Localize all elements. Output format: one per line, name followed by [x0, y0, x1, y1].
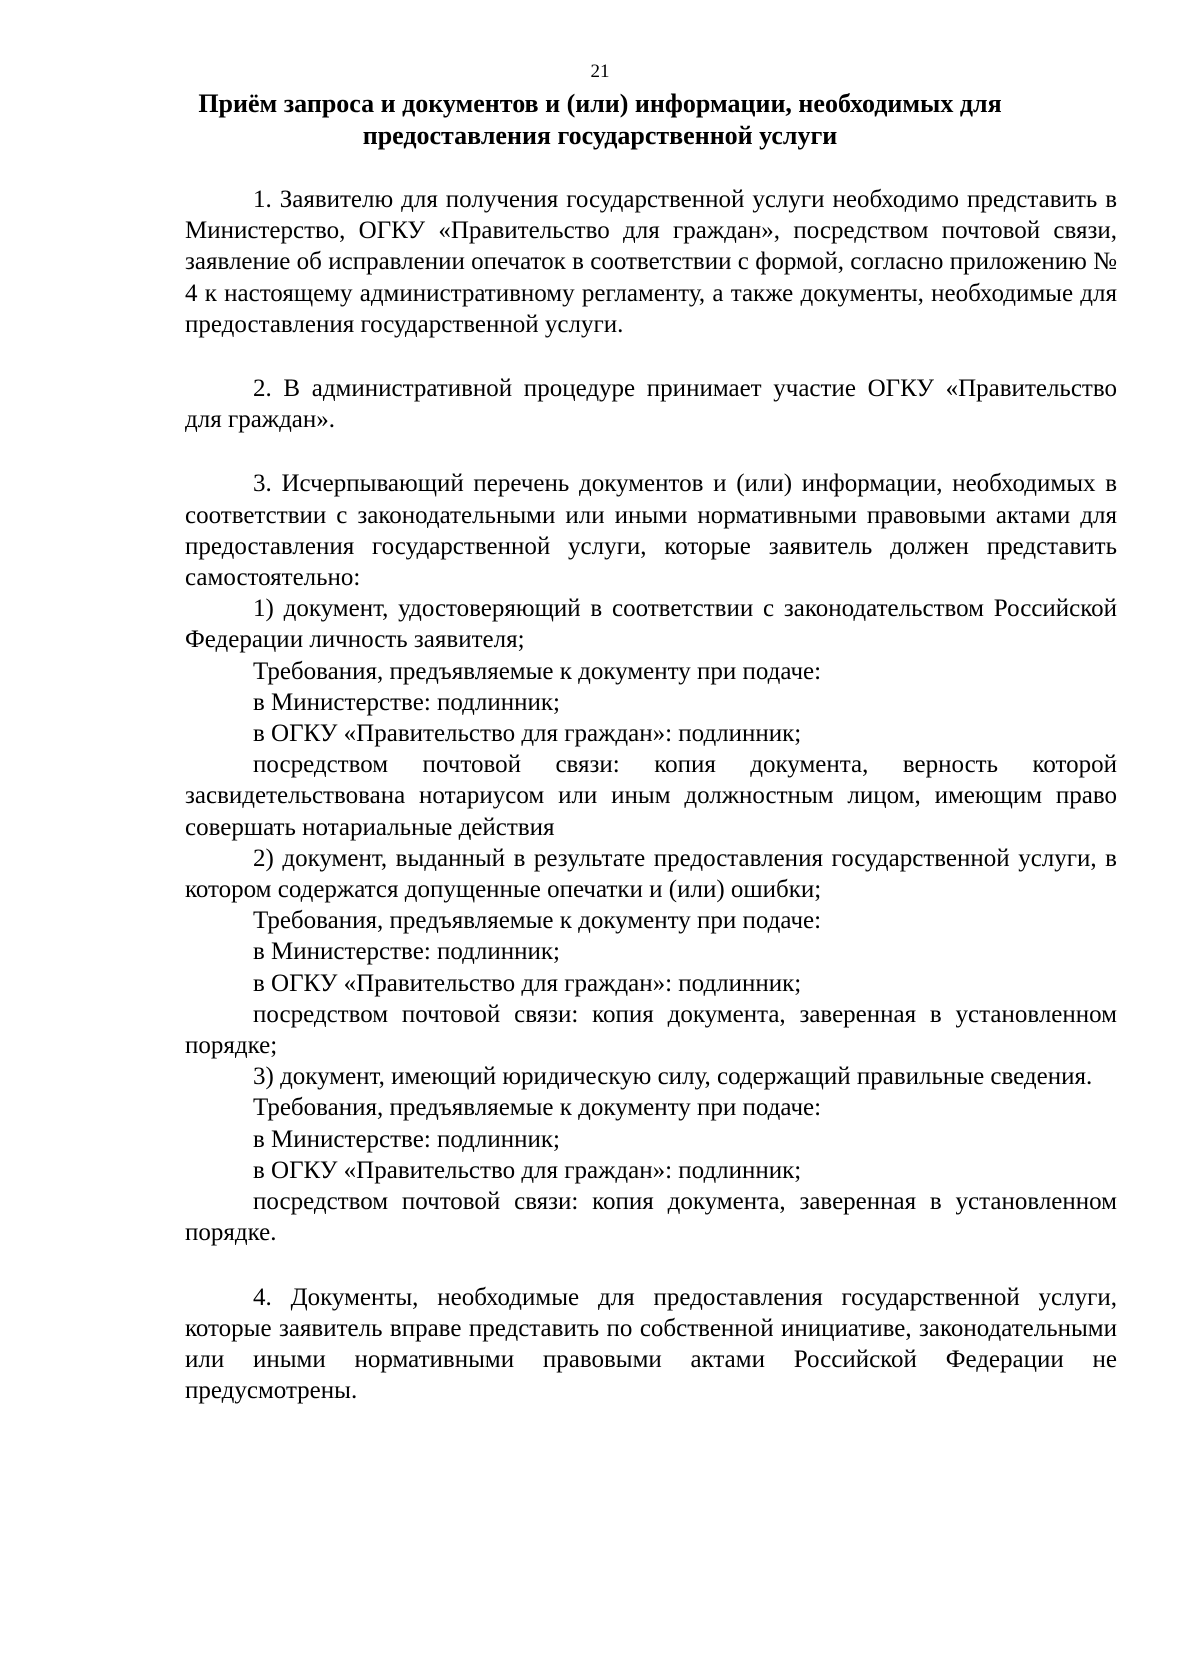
paragraph-3: 3. Исчерпывающий перечень документов и (или) информации, необходимых в соответствии с законодательными или иными нормативными правовыми актами для предоставления государственной услуги, которые заявитель должен представить самостоятельно:: [185, 470, 1117, 592]
list-item-1: 1) документ, удостоверяющий в соответствии с законодательством Российской Федерации личность заявителя;: [185, 595, 1117, 654]
list-item-3: 3) документ, имеющий юридическую силу, содержащий правильные сведения.: [253, 1063, 1093, 1091]
requirement-ministry: в Министерстве: подлинник;: [253, 1125, 560, 1153]
requirement-ministry: в Министерстве: подлинник;: [253, 938, 560, 966]
paragraph-4: 4. Документы, необходимые для предоставления государственной услуги, которые заявитель вправе представить по собственной инициативе, законодательными или иными нормативными правовыми актами Российской Федерации не предусмотрены.: [185, 1283, 1117, 1405]
requirement-post: посредством почтовой связи: копия документа, заверенная в установленном порядке.: [185, 1188, 1117, 1247]
list-item-2: 2) документ, выданный в результате предоставления государственной услуги, в котором содержатся допущенные опечатки и (или) ошибки;: [185, 844, 1117, 904]
paragraph-2: 2. В административной процедуре принимает участие ОГКУ «Правительство для граждан».: [185, 375, 1117, 434]
requirements-heading: Требования, предъявляемые к документу при подаче:: [253, 1094, 822, 1122]
requirement-post: посредством почтовой связи: копия документа, верность которой засвидетельствована нотариусом или иным должностным лицом, имеющим право совершать нотариальные действия: [185, 751, 1117, 841]
requirement-ministry: в Министерстве: подлинник;: [253, 688, 560, 716]
page-number: 21: [590, 61, 610, 82]
paragraph-gap: [185, 340, 1117, 373]
requirement-post: посредством почтовой связи: копия документа, заверенная в установленном порядке;: [185, 1000, 1117, 1060]
requirements-heading: Требования, предъявляемые к документу при подаче:: [253, 907, 822, 935]
paragraph-1: 1. Заявителю для получения государственной услуги необходимо представить в Министерство, ОГКУ «Правительство для граждан», посредством почтовой связи, заявление об исправлении опечаток в соответствии с формой, согласно приложению № 4 к настоящему административному регламенту, а также документы, необходимые для предоставления государственной услуги.: [185, 186, 1117, 338]
document-body: [185, 184, 1117, 1406]
paragraph-gap: [185, 1249, 1117, 1282]
requirement-ogku: в ОГКУ «Правительство для граждан»: подлинник;: [253, 720, 802, 748]
paragraph-gap: [185, 435, 1117, 468]
requirements-heading: Требования, предъявляемые к документу при подаче:: [253, 657, 822, 685]
requirement-ogku: в ОГКУ «Правительство для граждан»: подлинник;: [253, 1156, 802, 1184]
section-title: Приём запроса и документов и (или) информации, необходимых для предоставления государственной услуги: [198, 89, 1002, 150]
requirement-ogku: в ОГКУ «Правительство для граждан»: подлинник;: [253, 969, 802, 997]
